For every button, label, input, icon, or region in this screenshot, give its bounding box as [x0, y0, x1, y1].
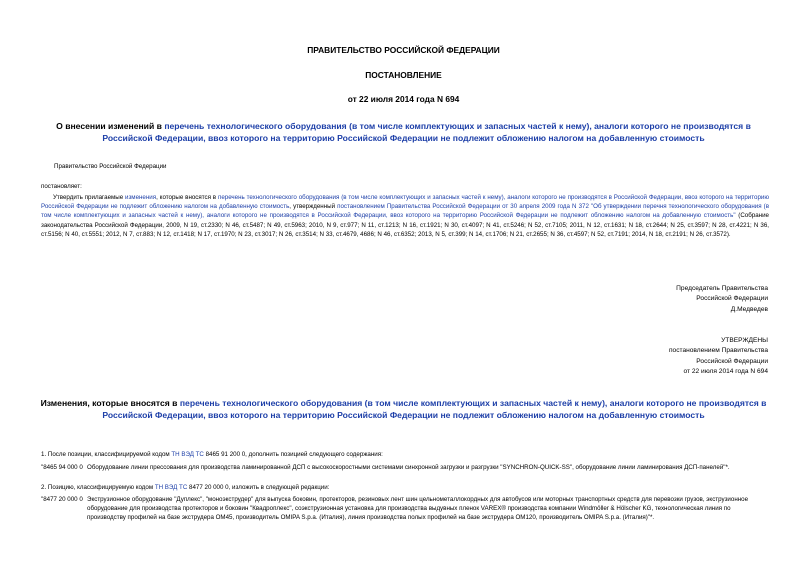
paragraph-text-2: , которые вносятся в: [156, 194, 218, 201]
paragraph-text-3: , утвержденный: [289, 203, 338, 211]
item-2-intro-tail: 8477 20 000 0, изложить в следующей редакции:: [187, 484, 330, 491]
item-2-tnved-link[interactable]: ТН ВЭД ТС: [154, 484, 188, 491]
item-1-intro: [41, 451, 383, 460]
item-2-description: Экструзионное оборудование "Дуплекс", "моноэкструдер" для выпуска боковин, протекторов, резиновых лент шин цельнометаллокордных для автобусов или моторных транспортных средств для перевозки грузов, экструзионное оборудование для производства протекторов и боковин "Квадроплекс", соэкструзионная установка для производства выдувных пленок VAREX® производства компании Windmöller & Hölscher KG, технологическая линия по производству профилей на базе экструдера OM45, производитель OMIPA S.p.a. (Италия), линия производства полых профилей на базе экструдера OM120, производитель OMIPA S.p.a. (Италия)"*.: [87, 496, 749, 521]
paragraph-text-4: (Собрание законодательства Российской Федерации, 2009, N 19, ст.2330; N 46, ст.5487; N 49, ст.5963; 2010, N 9, ст.977; N 11, ст.1213; N 16, ст.1921; N 30, ст.4097; N 41, ст.5246; N 52, ст.7105; 2011, N 12, ст.1631; N 18, ст.2644; N 25, ст.3597; N 28, ст.4221; N 36, ст.5156; N 40, ст.5551; 2012, N 7, ст.883; N 12, ст.1418; N 17, ст.1970; N 23, ст.3017; N 26, ст.3514; N 33, ст.4679, 4686; N 46, ст.6352; 2013, N 5, ст.399; N 14, ст.1706; N 21, ст.2655; N 36, ст.4597; N 52, ст.7191; 2014, N 18, ст.2191; N 26, ст.3572).: [41, 212, 769, 238]
item-2-intro-text: 2. Позицию, классифицируемую кодом: [41, 484, 155, 491]
government-heading: ПРАВИТЕЛЬСТВО РОССИЙСКОЙ ФЕДЕРАЦИИ: [307, 45, 500, 55]
item-2-code: "8477 20 000 0: [41, 496, 83, 503]
approval-block: [420, 336, 768, 377]
paragraph-text-1: Утвердить прилагаемые: [53, 194, 126, 201]
signature-country: Российской Федерации: [696, 295, 768, 303]
document-type: ПОСТАНОВЛЕНИЕ: [365, 70, 442, 80]
approved-label: УТВЕРЖДЕНЫ: [721, 337, 768, 344]
changes-title-link[interactable]: перечень технологического оборудования (в том числе комплектующих и запасных частей к нему), аналоги которого не производятся в Российской Федерации, ввоз которого на территорию Российской Федерации не подлежит обложению налогом на добавленную стоимость: [102, 398, 767, 420]
government-subject: Правительство Российской Федерации: [54, 163, 167, 170]
item-1-intro-text: 1. После позиции, классифицируемой кодом: [41, 451, 172, 458]
resolution-paragraph: [41, 193, 769, 239]
title-list-link[interactable]: перечень технологического оборудования (в том числе комплектующих и запасных частей к нему), аналоги которого не производятся в Российской Федерации, ввоз которого на территорию Российской Федерации не подлежит обложению налогом на добавленную стоимость: [102, 121, 751, 143]
document-date: от 22 июля 2014 года N 694: [347, 94, 460, 104]
title-prefix: О внесении изменений в: [56, 121, 165, 131]
changes-title-prefix: Изменения, которые вносятся в: [40, 398, 180, 408]
approved-by: постановлением Правительства: [668, 347, 768, 355]
changes-title: [40, 397, 767, 421]
equipment-list-link[interactable]: перечень технологического оборудования (в том числе комплектующих и запасных частей к нему), аналоги которого не производятся в Российской Федерации, ввоз которого на территорию Российской Федерации не подлежит обложению налогом на добавленную стоимость: [41, 194, 769, 211]
approved-date: от 22 июля 2014 года N 694: [683, 367, 768, 375]
changes-link[interactable]: изменения: [125, 194, 157, 201]
signature-name: Д.Медведев: [730, 305, 768, 313]
item-1-tnved-link[interactable]: ТН ВЭД ТС: [171, 451, 204, 458]
signature-position: Председатель Правительства: [676, 285, 768, 292]
document-title: [40, 120, 767, 144]
item-1-intro-tail: 8465 91 200 0, дополнить позицией следующего содержания:: [203, 451, 383, 458]
approved-country: Российской Федерации: [696, 357, 768, 365]
signature-block: [420, 284, 768, 315]
item-1-description: Оборудование линии прессования для производства ламинированной ДСП с высокоскоростными системами синхронной загрузки и разгрузки "SYNCHRON-QUICK-SS", оборудование линии ламинирования ДСП-панелей"*.: [87, 464, 730, 471]
item-2-intro: [41, 484, 329, 493]
resolution-372-link[interactable]: постановлением Правительства Российской Федерации от 30 апреля 2009 года N 372 "Об утверждении перечня технологического оборудования (в том числе комплектующих и запасных частей к нему), аналоги которого не производятся в Российской Федерации, ввоз которого на территорию Российской Федерации не подлежит обложению налогом на добавленную стоимость": [41, 203, 769, 220]
item-1-code: "8465 94 000 0: [41, 464, 83, 471]
decides-label: постановляет:: [41, 183, 82, 190]
